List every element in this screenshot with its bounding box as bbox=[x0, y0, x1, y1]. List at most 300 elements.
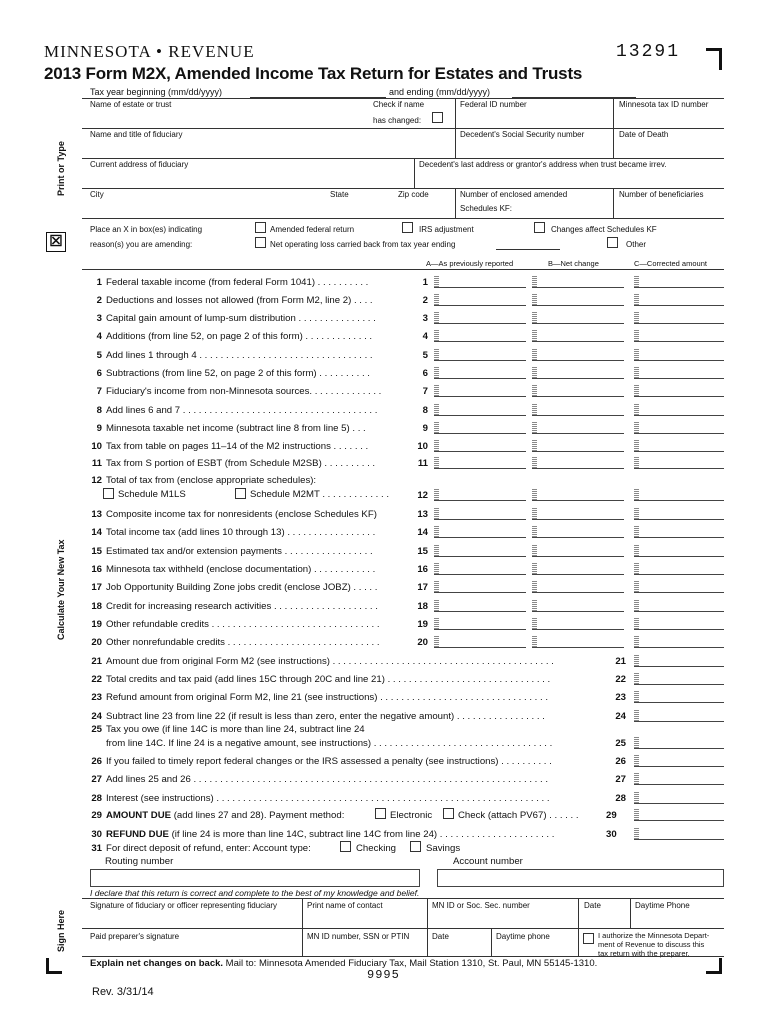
rule bbox=[82, 898, 724, 899]
side-label-print-or-type: Print or Type bbox=[56, 141, 66, 196]
amended-federal-label: Amended federal return bbox=[270, 225, 355, 234]
line-13 bbox=[82, 508, 377, 521]
line-text: Minnesota tax withheld (enclose documentation) . . . . . . . . . . . . bbox=[106, 564, 376, 575]
line-number: 4 bbox=[96, 331, 102, 342]
line-27 bbox=[82, 773, 548, 786]
line-number: 1 bbox=[96, 277, 102, 288]
line-ref-number: 26 bbox=[615, 756, 626, 767]
line-ref-number: 17 bbox=[417, 582, 428, 593]
line-9-col-a-input[interactable] bbox=[434, 421, 526, 434]
line-ref-number: 22 bbox=[615, 674, 626, 685]
line-25 bbox=[82, 723, 365, 736]
line-text: Total income tax (add lines 10 through 13) . . . . . . . . . . . . . . . . . bbox=[106, 527, 376, 538]
divider bbox=[455, 128, 456, 158]
form-number: 13291 bbox=[616, 42, 681, 62]
line-number: 17 bbox=[91, 582, 102, 593]
line-ref-number: 2 bbox=[422, 295, 428, 306]
changes-kf-checkbox[interactable] bbox=[534, 222, 545, 233]
line-number: 18 bbox=[91, 601, 102, 612]
line-14-col-c-input[interactable] bbox=[634, 525, 724, 538]
irs-adjustment-checkbox[interactable] bbox=[402, 222, 413, 233]
line-number: 9 bbox=[96, 423, 102, 434]
line-10-col-a-input[interactable] bbox=[434, 439, 526, 452]
nol-label: Net operating loss carried back from tax year ending bbox=[270, 240, 456, 249]
line-17-col-c-input[interactable] bbox=[634, 580, 724, 593]
line-ref-number: 4 bbox=[422, 331, 428, 342]
line-number: 26 bbox=[91, 756, 102, 767]
line-6-col-a-input[interactable] bbox=[434, 366, 526, 379]
divider bbox=[455, 98, 456, 128]
line-ref-number: 15 bbox=[417, 546, 428, 557]
line-14-col-b-input[interactable] bbox=[532, 525, 624, 538]
amount-due-label: AMOUNT DUE bbox=[106, 810, 172, 821]
divider bbox=[427, 928, 428, 956]
current-address-label: Current address of fiduciary bbox=[90, 160, 189, 169]
line-28 bbox=[82, 792, 550, 805]
line-text: Fiduciary's income from non-Minnesota sources. . . . . . . . . . . . . . bbox=[106, 386, 382, 397]
footer-mail-instructions bbox=[90, 958, 597, 969]
line-text: Capital gain amount of lump-sum distribution . . . . . . . . . . . . . . . bbox=[106, 313, 376, 324]
name-changed-checkbox[interactable] bbox=[432, 112, 443, 123]
line-number: 25 bbox=[91, 724, 102, 735]
fiduciary-name-label: Name and title of fiduciary bbox=[90, 130, 183, 139]
line-16-col-b-input[interactable] bbox=[532, 562, 624, 575]
line-8-col-b-input[interactable] bbox=[532, 403, 624, 416]
other-label: Other bbox=[626, 240, 647, 249]
line-text: (if line 24 is more than line 14C, subtract line 14C from line 24) . . . . . . . . . . . . . . . . . . . . . . bbox=[168, 829, 555, 840]
line-number: 27 bbox=[91, 774, 102, 785]
divider bbox=[613, 128, 614, 158]
line-text: Add lines 25 and 26 . . . . . . . . . . . . . . . . . . . . . . . . . . . . . . . . . . . . . . . . . . . . . . . . . . . . . . . . . . . . . . . . . . . bbox=[106, 774, 548, 785]
authorize-checkbox[interactable] bbox=[583, 933, 594, 944]
line-4-col-c-input[interactable] bbox=[634, 329, 724, 342]
column-b-header: B—Net change bbox=[548, 259, 599, 268]
mn-tax-id-label: Minnesota tax ID number bbox=[619, 100, 709, 109]
line-16-col-c-input[interactable] bbox=[634, 562, 724, 575]
has-changed-label: has changed: bbox=[373, 116, 422, 125]
line-number: 8 bbox=[96, 405, 102, 416]
line-14-col-a-input[interactable] bbox=[434, 525, 526, 538]
line-11 bbox=[82, 457, 375, 470]
line-15 bbox=[82, 545, 373, 558]
line-29 bbox=[82, 809, 344, 822]
line-number: 24 bbox=[91, 711, 102, 722]
checking-checkbox[interactable] bbox=[340, 841, 351, 852]
line-text: If you failed to timely report federal changes or the IRS assessed a penalty (see instructions) . . . . . . . . . . bbox=[106, 756, 552, 767]
rule bbox=[82, 218, 724, 219]
city-label: City bbox=[90, 190, 104, 199]
line-ref-number: 12 bbox=[417, 490, 428, 501]
line-30 bbox=[82, 828, 554, 841]
preparer-signature-label[interactable]: Paid preparer's signature bbox=[90, 932, 180, 941]
line-number: 29 bbox=[91, 810, 102, 821]
line-12 bbox=[82, 474, 316, 487]
irs-adjustment-label: IRS adjustment bbox=[419, 225, 474, 234]
line-11-col-c-input[interactable] bbox=[634, 456, 724, 469]
line-8 bbox=[82, 404, 377, 417]
account-number-label: Account number bbox=[453, 856, 523, 867]
divider bbox=[491, 928, 492, 956]
line-ref-number: 5 bbox=[422, 350, 428, 361]
divider bbox=[455, 188, 456, 218]
line-text: Additions (from line 52, on page 2 of this form) . . . . . . . . . . . . . bbox=[106, 331, 373, 342]
line-number: 31 bbox=[91, 843, 102, 854]
decedent-last-address-label: Decedent's last address or grantor's address when trust became irrev. bbox=[419, 160, 667, 169]
schedule-m1ls-checkbox[interactable] bbox=[103, 488, 114, 499]
date-label: Date bbox=[584, 901, 601, 910]
line-24-input[interactable] bbox=[634, 709, 724, 722]
line-ref-number: 3 bbox=[422, 313, 428, 324]
line-2-col-b-input[interactable] bbox=[532, 293, 624, 306]
line-ref-number: 25 bbox=[615, 738, 626, 749]
line-19-col-c-input[interactable] bbox=[634, 617, 724, 630]
daytime-phone-label: Daytime Phone bbox=[635, 901, 690, 910]
line-10-col-b-input[interactable] bbox=[532, 439, 624, 452]
line-1 bbox=[82, 276, 368, 289]
rule bbox=[82, 269, 724, 270]
line-11-col-a-input[interactable] bbox=[434, 456, 526, 469]
authorize-text-2: ment of Revenue to discuss this bbox=[598, 940, 705, 949]
line-number: 10 bbox=[91, 441, 102, 452]
line-number: 15 bbox=[91, 546, 102, 557]
line-19-col-a-input[interactable] bbox=[434, 617, 526, 630]
line-12-col-a-input[interactable] bbox=[434, 488, 526, 501]
line-ref-number: 13 bbox=[417, 509, 428, 520]
line-25-input[interactable] bbox=[634, 736, 724, 749]
line-text: Tax you owe (if line 14C is more than line 24, subtract line 24 bbox=[106, 724, 365, 735]
amended-federal-checkbox[interactable] bbox=[255, 222, 266, 233]
line-text: Subtract line 23 from line 22 (if result is less than zero, enter the negative amount) . . . . . . . . . . . . . . . . . bbox=[106, 711, 545, 722]
line-number: 22 bbox=[91, 674, 102, 685]
line-9-col-b-input[interactable] bbox=[532, 421, 624, 434]
line-10-col-c-input[interactable] bbox=[634, 439, 724, 452]
line-8-col-c-input[interactable] bbox=[634, 403, 724, 416]
line-number: 3 bbox=[96, 313, 102, 324]
line-text: (add lines 27 and 28). Payment method: bbox=[171, 810, 345, 821]
changes-kf-label: Changes affect Schedules KF bbox=[551, 225, 657, 234]
line-4-col-a-input[interactable] bbox=[434, 329, 526, 342]
line-ref-number: 19 bbox=[417, 619, 428, 630]
line-1-col-a-input[interactable] bbox=[434, 275, 526, 288]
column-c-header: C—Corrected amount bbox=[634, 259, 707, 268]
line-23 bbox=[82, 691, 548, 704]
line-text: Tax from table on pages 11–14 of the M2 instructions . . . . . . . bbox=[106, 441, 369, 452]
line-ref-number: 20 bbox=[417, 637, 428, 648]
line-12-col-c-input[interactable] bbox=[634, 488, 724, 501]
line-text: Refund amount from original Form M2, line 21 (see instructions) . . . . . . . . . . . . . . . . . . . . . . . . . . . . . . . . bbox=[106, 692, 548, 703]
line-number: 14 bbox=[91, 527, 102, 538]
daytime-phone2-label: Daytime phone bbox=[496, 932, 550, 941]
line-text: Add lines 1 through 4 . . . . . . . . . . . . . . . . . . . . . . . . . . . . . . . . . bbox=[106, 350, 373, 361]
line-15-col-a-input[interactable] bbox=[434, 544, 526, 557]
date-of-death-label: Date of Death bbox=[619, 130, 669, 139]
line-text: Tax from S portion of ESBT (from Schedule M2SB) . . . . . . . . . . bbox=[106, 458, 376, 469]
line-ref-number: 24 bbox=[615, 711, 626, 722]
account-number-input[interactable] bbox=[437, 869, 724, 887]
rule bbox=[82, 956, 724, 957]
crop-mark-top-right bbox=[706, 48, 722, 70]
electronic-label: Electronic bbox=[390, 810, 433, 821]
date2-label: Date bbox=[432, 932, 449, 941]
tax-year-ending-label: and ending (mm/dd/yyyy) bbox=[389, 87, 491, 97]
line-31 bbox=[82, 842, 311, 855]
line-16-col-a-input[interactable] bbox=[434, 562, 526, 575]
place-x-label-1: Place an X in box(es) indicating bbox=[90, 225, 203, 234]
schedule-m2mt-label: Schedule M2MT . . . . . . . . . . . . . bbox=[250, 489, 389, 500]
line-text: Add lines 6 and 7 . . . . . . . . . . . . . . . . . . . . . . . . . . . . . . . . . . . . . bbox=[106, 405, 378, 416]
line-ref-number: 16 bbox=[417, 564, 428, 575]
line-text: Other refundable credits . . . . . . . . . . . . . . . . . . . . . . . . . . . . . . . . bbox=[106, 619, 380, 630]
electronic-payment-checkbox[interactable] bbox=[375, 808, 386, 819]
line-5-col-b-input[interactable] bbox=[532, 348, 624, 361]
line-number: 12 bbox=[91, 475, 102, 486]
enclosed-kf-label-1: Number of enclosed amended bbox=[460, 190, 568, 199]
divider bbox=[302, 928, 303, 956]
line-29-ref: 29 bbox=[606, 810, 617, 821]
line-6-col-c-input[interactable] bbox=[634, 366, 724, 379]
authorize-text-1: I authorize the Minnesota Depart- bbox=[598, 931, 710, 940]
line-17-col-a-input[interactable] bbox=[434, 580, 526, 593]
line-number: 5 bbox=[96, 350, 102, 361]
line-text: Other nonrefundable credits . . . . . . . . . . . . . . . . . . . . . . . . . . . . . bbox=[106, 637, 380, 648]
refund-due-label: REFUND DUE bbox=[106, 829, 169, 840]
zip-label: Zip code bbox=[398, 190, 429, 199]
line-18-col-a-input[interactable] bbox=[434, 599, 526, 612]
side-label-sign-here: Sign Here bbox=[56, 909, 66, 952]
line-ref-number: 8 bbox=[422, 405, 428, 416]
line-3-col-c-input[interactable] bbox=[634, 311, 724, 324]
line-10 bbox=[82, 440, 368, 453]
line-number: 11 bbox=[91, 458, 102, 469]
line-7 bbox=[82, 385, 381, 398]
line-15-col-c-input[interactable] bbox=[634, 544, 724, 557]
line-number: 28 bbox=[91, 793, 102, 804]
divider bbox=[414, 158, 415, 188]
line-22 bbox=[82, 673, 550, 686]
line-23-input[interactable] bbox=[634, 690, 724, 703]
line-ref-number: 1 bbox=[422, 277, 428, 288]
line-number: 16 bbox=[91, 564, 102, 575]
line-text: Total of tax from (enclose appropriate schedules): bbox=[106, 475, 317, 486]
line-2 bbox=[82, 294, 373, 307]
line-16 bbox=[82, 563, 375, 576]
line-text: Deductions and losses not allowed (from Form M2, line 2) . . . . bbox=[106, 295, 373, 306]
line-text: Estimated tax and/or extension payments . . . . . . . . . . . . . . . . . bbox=[106, 546, 373, 557]
line-19-col-b-input[interactable] bbox=[532, 617, 624, 630]
schedule-m2mt-checkbox[interactable] bbox=[235, 488, 246, 499]
line-number: 30 bbox=[91, 829, 102, 840]
line-18 bbox=[82, 600, 378, 613]
enclosed-kf-label-2: Schedules KF: bbox=[460, 204, 513, 213]
line-25-continued bbox=[82, 737, 552, 750]
line-2-col-a-input[interactable] bbox=[434, 293, 526, 306]
divider bbox=[630, 898, 631, 928]
line-5-col-c-input[interactable] bbox=[634, 348, 724, 361]
line-ref-number: 18 bbox=[417, 601, 428, 612]
mail-address: Mail to: Minnesota Amended Fiduciary Tax, Mail Station 1310, St. Paul, MN 55145-1310. bbox=[223, 958, 598, 969]
line-number: 2 bbox=[96, 295, 102, 306]
savings-checkbox[interactable] bbox=[410, 841, 421, 852]
line-17 bbox=[82, 581, 377, 594]
schedule-m1ls-label: Schedule M1LS bbox=[118, 489, 186, 500]
mn-id-label: MN ID or Soc. Sec. number bbox=[432, 901, 530, 910]
line-29-input[interactable] bbox=[634, 808, 724, 821]
line-6-col-b-input[interactable] bbox=[532, 366, 624, 379]
line-text: Interest (see instructions) . . . . . . . . . . . . . . . . . . . . . . . . . . . . . . . . . . . . . . . . . . . . . . . . . . . . . . . . . . . . . . . bbox=[106, 793, 550, 804]
check-label: Check (attach PV67) . . . . . . bbox=[458, 810, 579, 821]
rule bbox=[82, 158, 724, 159]
authorize-text-3: tax return with the preparer. bbox=[598, 949, 690, 958]
line-text: Job Opportunity Building Zone jobs credit (enclose JOBZ) . . . . . bbox=[106, 582, 378, 593]
line-1-col-b-input[interactable] bbox=[532, 275, 624, 288]
line-9 bbox=[82, 422, 366, 435]
line-3-col-a-input[interactable] bbox=[434, 311, 526, 324]
line-26 bbox=[82, 755, 552, 768]
line-number: 20 bbox=[91, 637, 102, 648]
line-text: Credit for increasing research activities . . . . . . . . . . . . . . . . . . . . bbox=[106, 601, 378, 612]
line-20-col-c-input[interactable] bbox=[634, 635, 724, 648]
line-text: For direct deposit of refund, enter: Account type: bbox=[106, 843, 311, 854]
line-13-col-c-input[interactable] bbox=[634, 507, 724, 520]
line-text: Amount due from original Form M2 (see instructions) . . . . . . . . . . . . . . . . . . . . . . . . . . . . . . . . . . . . . . . . . . bbox=[106, 656, 554, 667]
line-15-col-b-input[interactable] bbox=[532, 544, 624, 557]
state-label: State bbox=[330, 190, 349, 199]
place-x-label-2: reason(s) you are amending: bbox=[90, 240, 193, 249]
line-4 bbox=[82, 330, 372, 343]
line-number: 6 bbox=[96, 368, 102, 379]
line-text: Total credits and tax paid (add lines 15C through 20C and line 21) . . . . . . . . . . . . . . . . . . . . . . . . . . . . . . . bbox=[106, 674, 551, 685]
line-21-input[interactable] bbox=[634, 654, 724, 667]
line-21 bbox=[82, 655, 554, 668]
crop-mark-bottom-right bbox=[706, 958, 722, 974]
x-box-icon: ☒ bbox=[46, 232, 66, 252]
line-30-ref: 30 bbox=[606, 829, 617, 840]
line-30-input[interactable] bbox=[634, 827, 724, 840]
line-18-col-c-input[interactable] bbox=[634, 599, 724, 612]
divider bbox=[613, 98, 614, 128]
line-3 bbox=[82, 312, 376, 325]
line-ref-number: 7 bbox=[422, 386, 428, 397]
crop-mark-bottom-left bbox=[46, 958, 62, 974]
line-ref-number: 21 bbox=[615, 656, 626, 667]
fiduciary-signature-label[interactable]: Signature of fiduciary or officer representing fiduciary bbox=[90, 901, 278, 910]
savings-label: Savings bbox=[426, 843, 461, 854]
divider bbox=[302, 898, 303, 928]
brand-logo: MINNESOTA • REVENUE bbox=[44, 42, 255, 61]
line-11-col-b-input[interactable] bbox=[532, 456, 624, 469]
line-text: Federal taxable income (from federal Form 1041) . . . . . . . . . . bbox=[106, 277, 369, 288]
line-13-col-b-input[interactable] bbox=[532, 507, 624, 520]
line-ref-number: 6 bbox=[422, 368, 428, 379]
line-text: Subtractions (from line 52, on page 2 of this form) . . . . . . . . . . bbox=[106, 368, 370, 379]
line-24 bbox=[82, 710, 545, 723]
routing-number-label: Routing number bbox=[105, 856, 174, 867]
page-title: 2013 Form M2X, Amended Income Tax Return for Estates and Trusts bbox=[44, 64, 583, 83]
line-5-col-a-input[interactable] bbox=[434, 348, 526, 361]
declaration-text: I declare that this return is correct and complete to the best of my knowledge and belief. bbox=[90, 888, 420, 898]
line-number: 13 bbox=[91, 509, 102, 520]
identity-top-rule bbox=[82, 98, 724, 99]
line-19 bbox=[82, 618, 380, 631]
line-number: 7 bbox=[96, 386, 102, 397]
print-contact-label: Print name of contact bbox=[307, 901, 383, 910]
revision-date: Rev. 3/31/14 bbox=[92, 986, 154, 998]
footer-code: 9995 bbox=[367, 968, 400, 982]
line-ref-number: 11 bbox=[417, 458, 428, 469]
estate-name-label: Name of estate or trust bbox=[90, 100, 172, 109]
line-number: 23 bbox=[91, 692, 102, 703]
line-ref-number: 14 bbox=[417, 527, 428, 538]
line-number: 21 bbox=[91, 656, 102, 667]
side-label-calculate: Calculate Your New Tax bbox=[56, 539, 66, 640]
column-a-header: A—As previously reported bbox=[426, 259, 514, 268]
line-text: from line 14C. If line 24 is a negative amount, see instructions) . . . . . . . . . . . . . . . . . . . . . . . . . . . . . . . . . . bbox=[106, 738, 553, 749]
line-1-col-c-input[interactable] bbox=[634, 275, 724, 288]
line-text: Composite income tax for nonresidents (enclose Schedules KF) bbox=[106, 509, 377, 520]
explain-changes: Explain net changes on back. bbox=[90, 958, 224, 969]
line-9-col-c-input[interactable] bbox=[634, 421, 724, 434]
divider bbox=[613, 188, 614, 218]
federal-id-label: Federal ID number bbox=[460, 100, 527, 109]
line-4-col-b-input[interactable] bbox=[532, 329, 624, 342]
line-7-col-b-input[interactable] bbox=[532, 384, 624, 397]
line-2-col-c-input[interactable] bbox=[634, 293, 724, 306]
other-checkbox[interactable] bbox=[607, 237, 618, 248]
line-number: 19 bbox=[91, 619, 102, 630]
line-ref-number: 23 bbox=[615, 692, 626, 703]
divider bbox=[578, 928, 579, 956]
line-20-col-a-input[interactable] bbox=[434, 635, 526, 648]
check-payment-checkbox[interactable] bbox=[443, 808, 454, 819]
line-18-col-b-input[interactable] bbox=[532, 599, 624, 612]
line-7-col-c-input[interactable] bbox=[634, 384, 724, 397]
line-text: Minnesota taxable net income (subtract line 8 from line 5) . . . bbox=[106, 423, 366, 434]
rule bbox=[82, 928, 724, 929]
line-8-col-a-input[interactable] bbox=[434, 403, 526, 416]
line-22-input[interactable] bbox=[634, 672, 724, 685]
nol-year-input[interactable] bbox=[496, 249, 560, 250]
decedent-ssn-label: Decedent's Social Security number bbox=[460, 130, 585, 139]
line-20 bbox=[82, 636, 380, 649]
line-3-col-b-input[interactable] bbox=[532, 311, 624, 324]
rule bbox=[82, 128, 724, 129]
line-ref-number: 9 bbox=[422, 423, 428, 434]
beneficiaries-label: Number of beneficiaries bbox=[619, 190, 704, 199]
line-27-input[interactable] bbox=[634, 772, 724, 785]
line-ref-number: 10 bbox=[417, 441, 428, 452]
line-20-col-b-input[interactable] bbox=[532, 635, 624, 648]
tax-year-beginning-label: Tax year beginning (mm/dd/yyyy) bbox=[90, 87, 223, 97]
line-26-input[interactable] bbox=[634, 754, 724, 767]
line-7-col-a-input[interactable] bbox=[434, 384, 526, 397]
line-ref-number: 28 bbox=[615, 793, 626, 804]
line-13-col-a-input[interactable] bbox=[434, 507, 526, 520]
line-14 bbox=[82, 526, 375, 539]
rule bbox=[82, 188, 724, 189]
line-28-input[interactable] bbox=[634, 791, 724, 804]
routing-number-input[interactable] bbox=[90, 869, 420, 887]
line-6 bbox=[82, 367, 370, 380]
nol-checkbox[interactable] bbox=[255, 237, 266, 248]
line-17-col-b-input[interactable] bbox=[532, 580, 624, 593]
line-ref-number: 27 bbox=[615, 774, 626, 785]
check-if-name-label: Check if name bbox=[373, 100, 425, 109]
divider bbox=[578, 898, 579, 928]
line-12-col-b-input[interactable] bbox=[532, 488, 624, 501]
preparer-id-label: MN ID number, SSN or PTIN bbox=[307, 932, 410, 941]
divider bbox=[427, 898, 428, 928]
checking-label: Checking bbox=[356, 843, 396, 854]
